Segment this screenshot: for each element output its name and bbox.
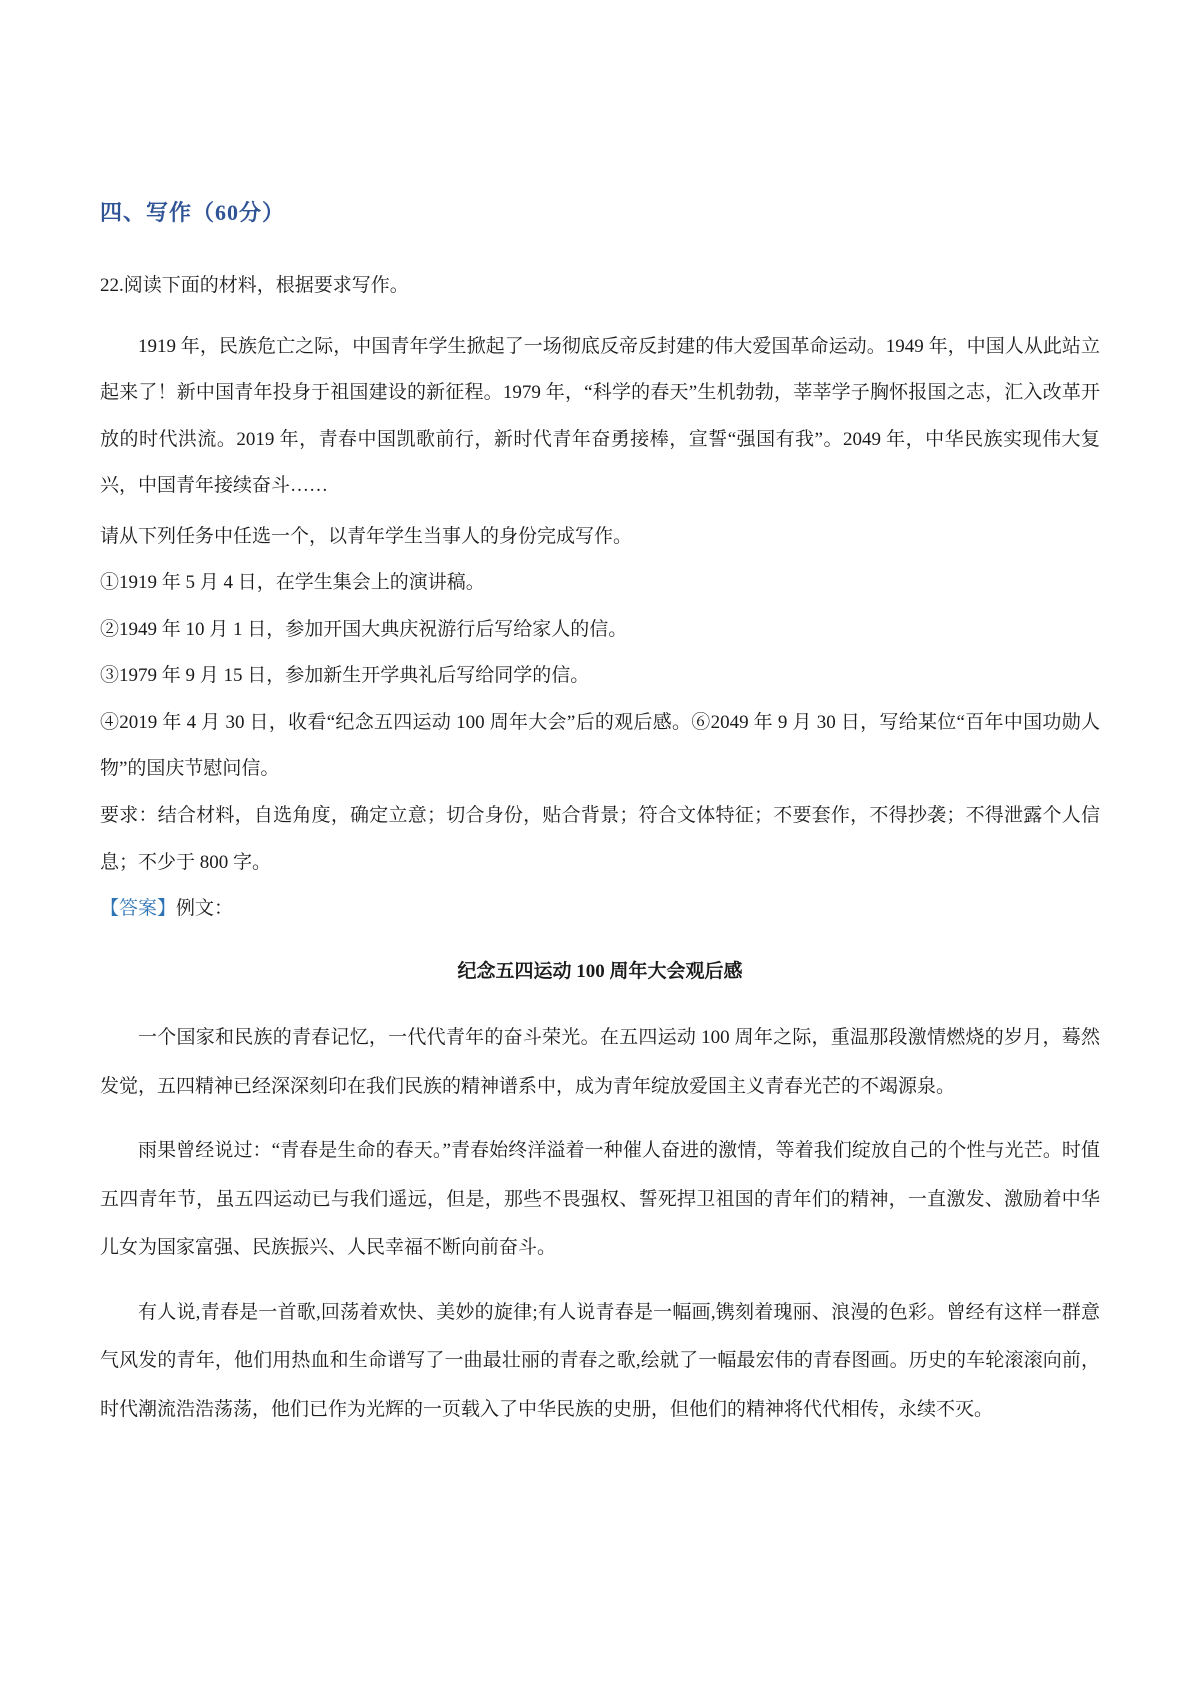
section-heading: 四、写作（60分） — [100, 200, 286, 225]
essay-paragraph-3: 有人说,青春是一首歌,回荡着欢快、美妙的旋律;有人说青春是一幅画,镌刻着瑰丽、浪漫的色彩。曾经有这样一群意气风发的青年，他们用热血和生命谱写了一曲最壮丽的青春之歌,绘就了一幅最宏伟的青春图画。历史的车轮滚滚向前，时代潮流浩浩荡荡，他们已作为光辉的一页载入了中华民族的史册，但他们的精神将代代相传，永续不灭。 — [100, 1301, 1100, 1420]
essay-paragraph-2: 雨果曾经说过：“青春是生命的春天。”青春始终洋溢着一种催人奋进的激情，等着我们绽放自己的个性与光芒。时值五四青年节，虽五四运动已与我们遥远，但是，那些不畏强权、誓死捍卫祖国的青年们的精神，一直激发、激励着中华儿女为国家富强、民族振兴、人民幸福不断向前奋斗。 — [100, 1140, 1100, 1259]
answer-label: 【答案】 — [100, 898, 177, 920]
answer-intro: 例文： — [176, 898, 234, 920]
task-intro: 请从下列任务中任选一个，以青年学生当事人的身份完成写作。 — [100, 525, 633, 547]
essay-paragraph-1: 一个国家和民族的青春记忆，一代代青年的奋斗荣光。在五四运动 100 周年之际，重温那段激情燃烧的岁月，蓦然发觉，五四精神已经深深刻印在我们民族的精神谱系中，成为青年绽放爱国主义青春光芒的不竭源泉。 — [100, 1027, 1100, 1097]
task-item-3: ③1979 年 9 月 15 日，参加新生开学典礼后写给同学的信。 — [100, 665, 590, 687]
requirements: 要求：结合材料，自选角度，确定立意；切合身份，贴合背景；符合文体特征；不要套作，不得抄袭；不得泄露个人信息；不少于 800 字。 — [100, 805, 1100, 873]
essay-title: 纪念五四运动 100 周年大会观后感 — [457, 960, 743, 982]
material-paragraph: 1919 年，民族危亡之际，中国青年学生掀起了一场彻底反帝反封建的伟大爱国革命运动。1949 年，中国人从此站立起来了！新中国青年投身于祖国建设的新征程。1979 年，“科学的春天”生机勃勃，莘莘学子胸怀报国之志，汇入改革开放的时代洪流。2019 年，青春中国凯歌前行，新时代青年奋勇接棒，宣誓“强国有我”。2049 年，中华民族实现伟大复兴，中国青年接续奋斗…… — [100, 335, 1100, 497]
task-item-1: ①1919 年 5 月 4 日，在学生集会上的演讲稿。 — [100, 572, 485, 594]
question-intro: 22.阅读下面的材料，根据要求写作。 — [100, 275, 409, 296]
answer-line — [100, 886, 1100, 933]
task-item-2: ②1949 年 10 月 1 日，参加开国大典庆祝游行后写给家人的信。 — [100, 618, 628, 640]
task-item-4: ④2019 年 4 月 30 日，收看“纪念五四运动 100 周年大会”后的观后感。⑥2049 年 9 月 30 日，写给某位“百年中国功勋人物”的国庆节慰问信。 — [100, 711, 1100, 780]
